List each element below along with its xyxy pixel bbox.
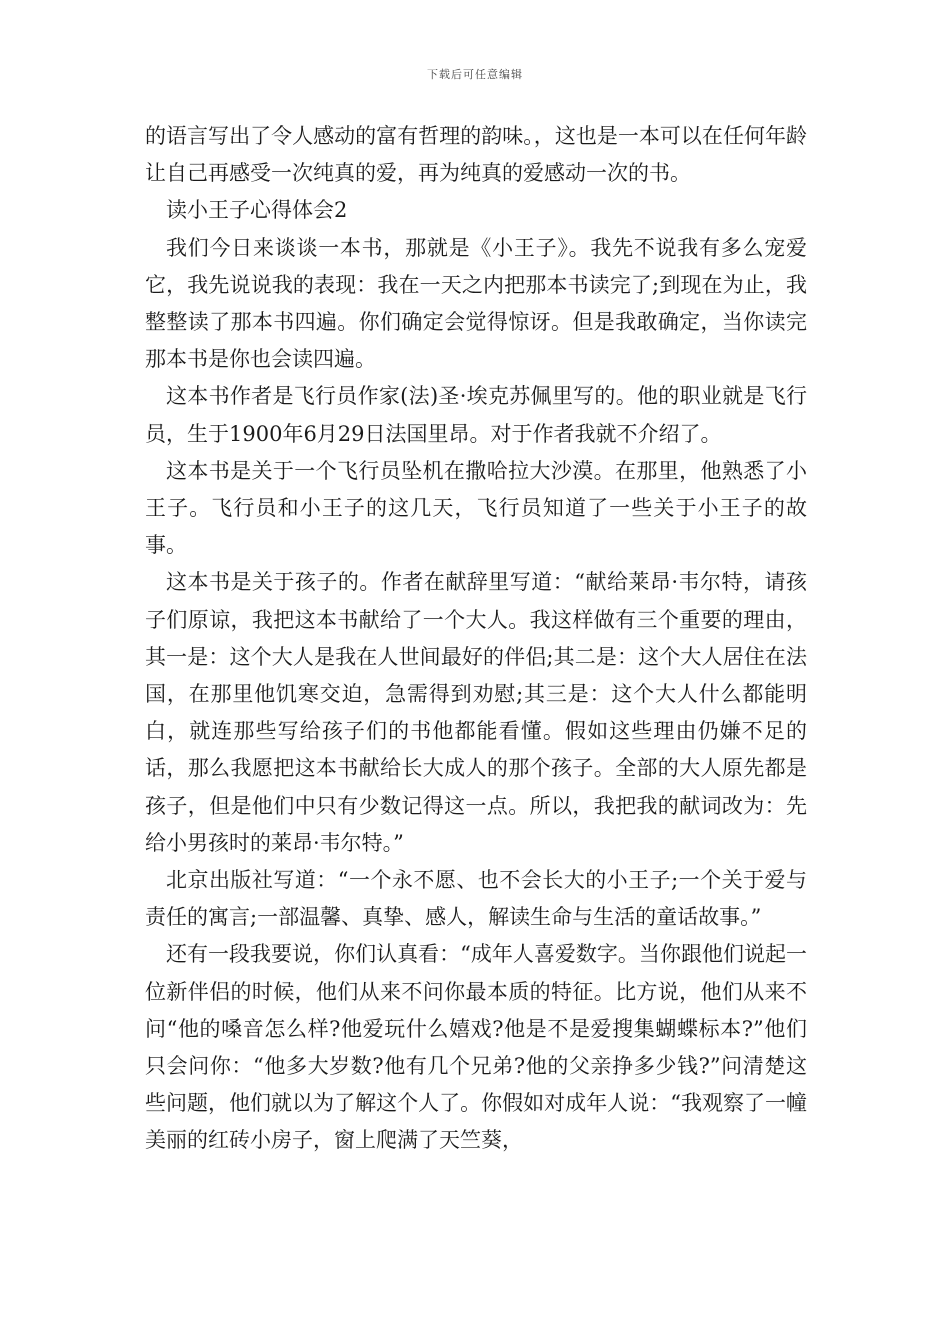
paragraph: 我们今日来谈谈一本书，那就是《小王子》。我先不说我有多么宠爱它，我先说说我的表现：我在一天之内把那本书读完了;到现在为止，我整整读了那本书四遍。你们确定会觉得惊讶。但是我敢确定，当你读完那本书是你也会读四遍。 (145, 235, 807, 372)
paragraph: 这本书是关于一个飞行员坠机在撒哈拉大沙漠。在那里，他熟悉了小王子。飞行员和小王子的这几天，飞行员知道了一些关于小王子的故事。 (145, 458, 807, 558)
paragraph: 这本书作者是飞行员作家(法)圣·埃克苏佩里写的。他的职业就是飞行员，生于1900年6月29日法国里昂。对于作者我就不介绍了。 (145, 384, 807, 446)
page-header-note: 下载后可任意编辑 (427, 68, 523, 81)
paragraph: 北京出版社写道：“一个永不愿、也不会长大的小王子;一个关于爱与责任的寓言;一部温馨、真挚、感人，解读生命与生活的童话故事。” (145, 868, 807, 930)
section-heading: 读小王子心得体会2 (166, 198, 348, 223)
paragraph: 这本书是关于孩子的。作者在献辞里写道：“献给莱昂·韦尔特，请孩子们原谅，我把这本书献给了一个大人。我这样做有三个重要的理由，其一是：这个大人是我在人世间最好的伴侣;其二是：这个大人居住在法国，在那里他饥寒交迫，急需得到劝慰;其三是：这个大人什么都能明白，就连那些写给孩子们的书他都能看懂。假如这些理由仍嫌不足的话，那么我愿把这本书献给长大成人的那个孩子。全部的大人原先都是孩子，但是他们中只有少数记得这一点。所以，我把我的献词改为：先给小男孩时的莱昂·韦尔特。” (145, 570, 807, 855)
document-body (145, 118, 807, 1160)
paragraph: 还有一段我要说，你们认真看：“成年人喜爱数字。当你跟他们说起一位新伴侣的时候，他们从来不问你最本质的特征。比方说，他们从来不问“他的嗓音怎么样?他爱玩什么嬉戏?他是不是爱搜集蝴蝶标本?”他们只会问你：“他多大岁数?他有几个兄弟?他的父亲挣多少钱?”问清楚这些问题，他们就以为了解这个人了。你假如对成年人说：“我观察了一幢美丽的红砖小房子，窗上爬满了天竺葵， (145, 942, 807, 1153)
paragraph-continuation: 的语言写出了令人感动的富有哲理的韵味。，这也是一本可以在任何年龄让自己再感受一次纯真的爱，再为纯真的爱感动一次的书。 (145, 124, 807, 186)
